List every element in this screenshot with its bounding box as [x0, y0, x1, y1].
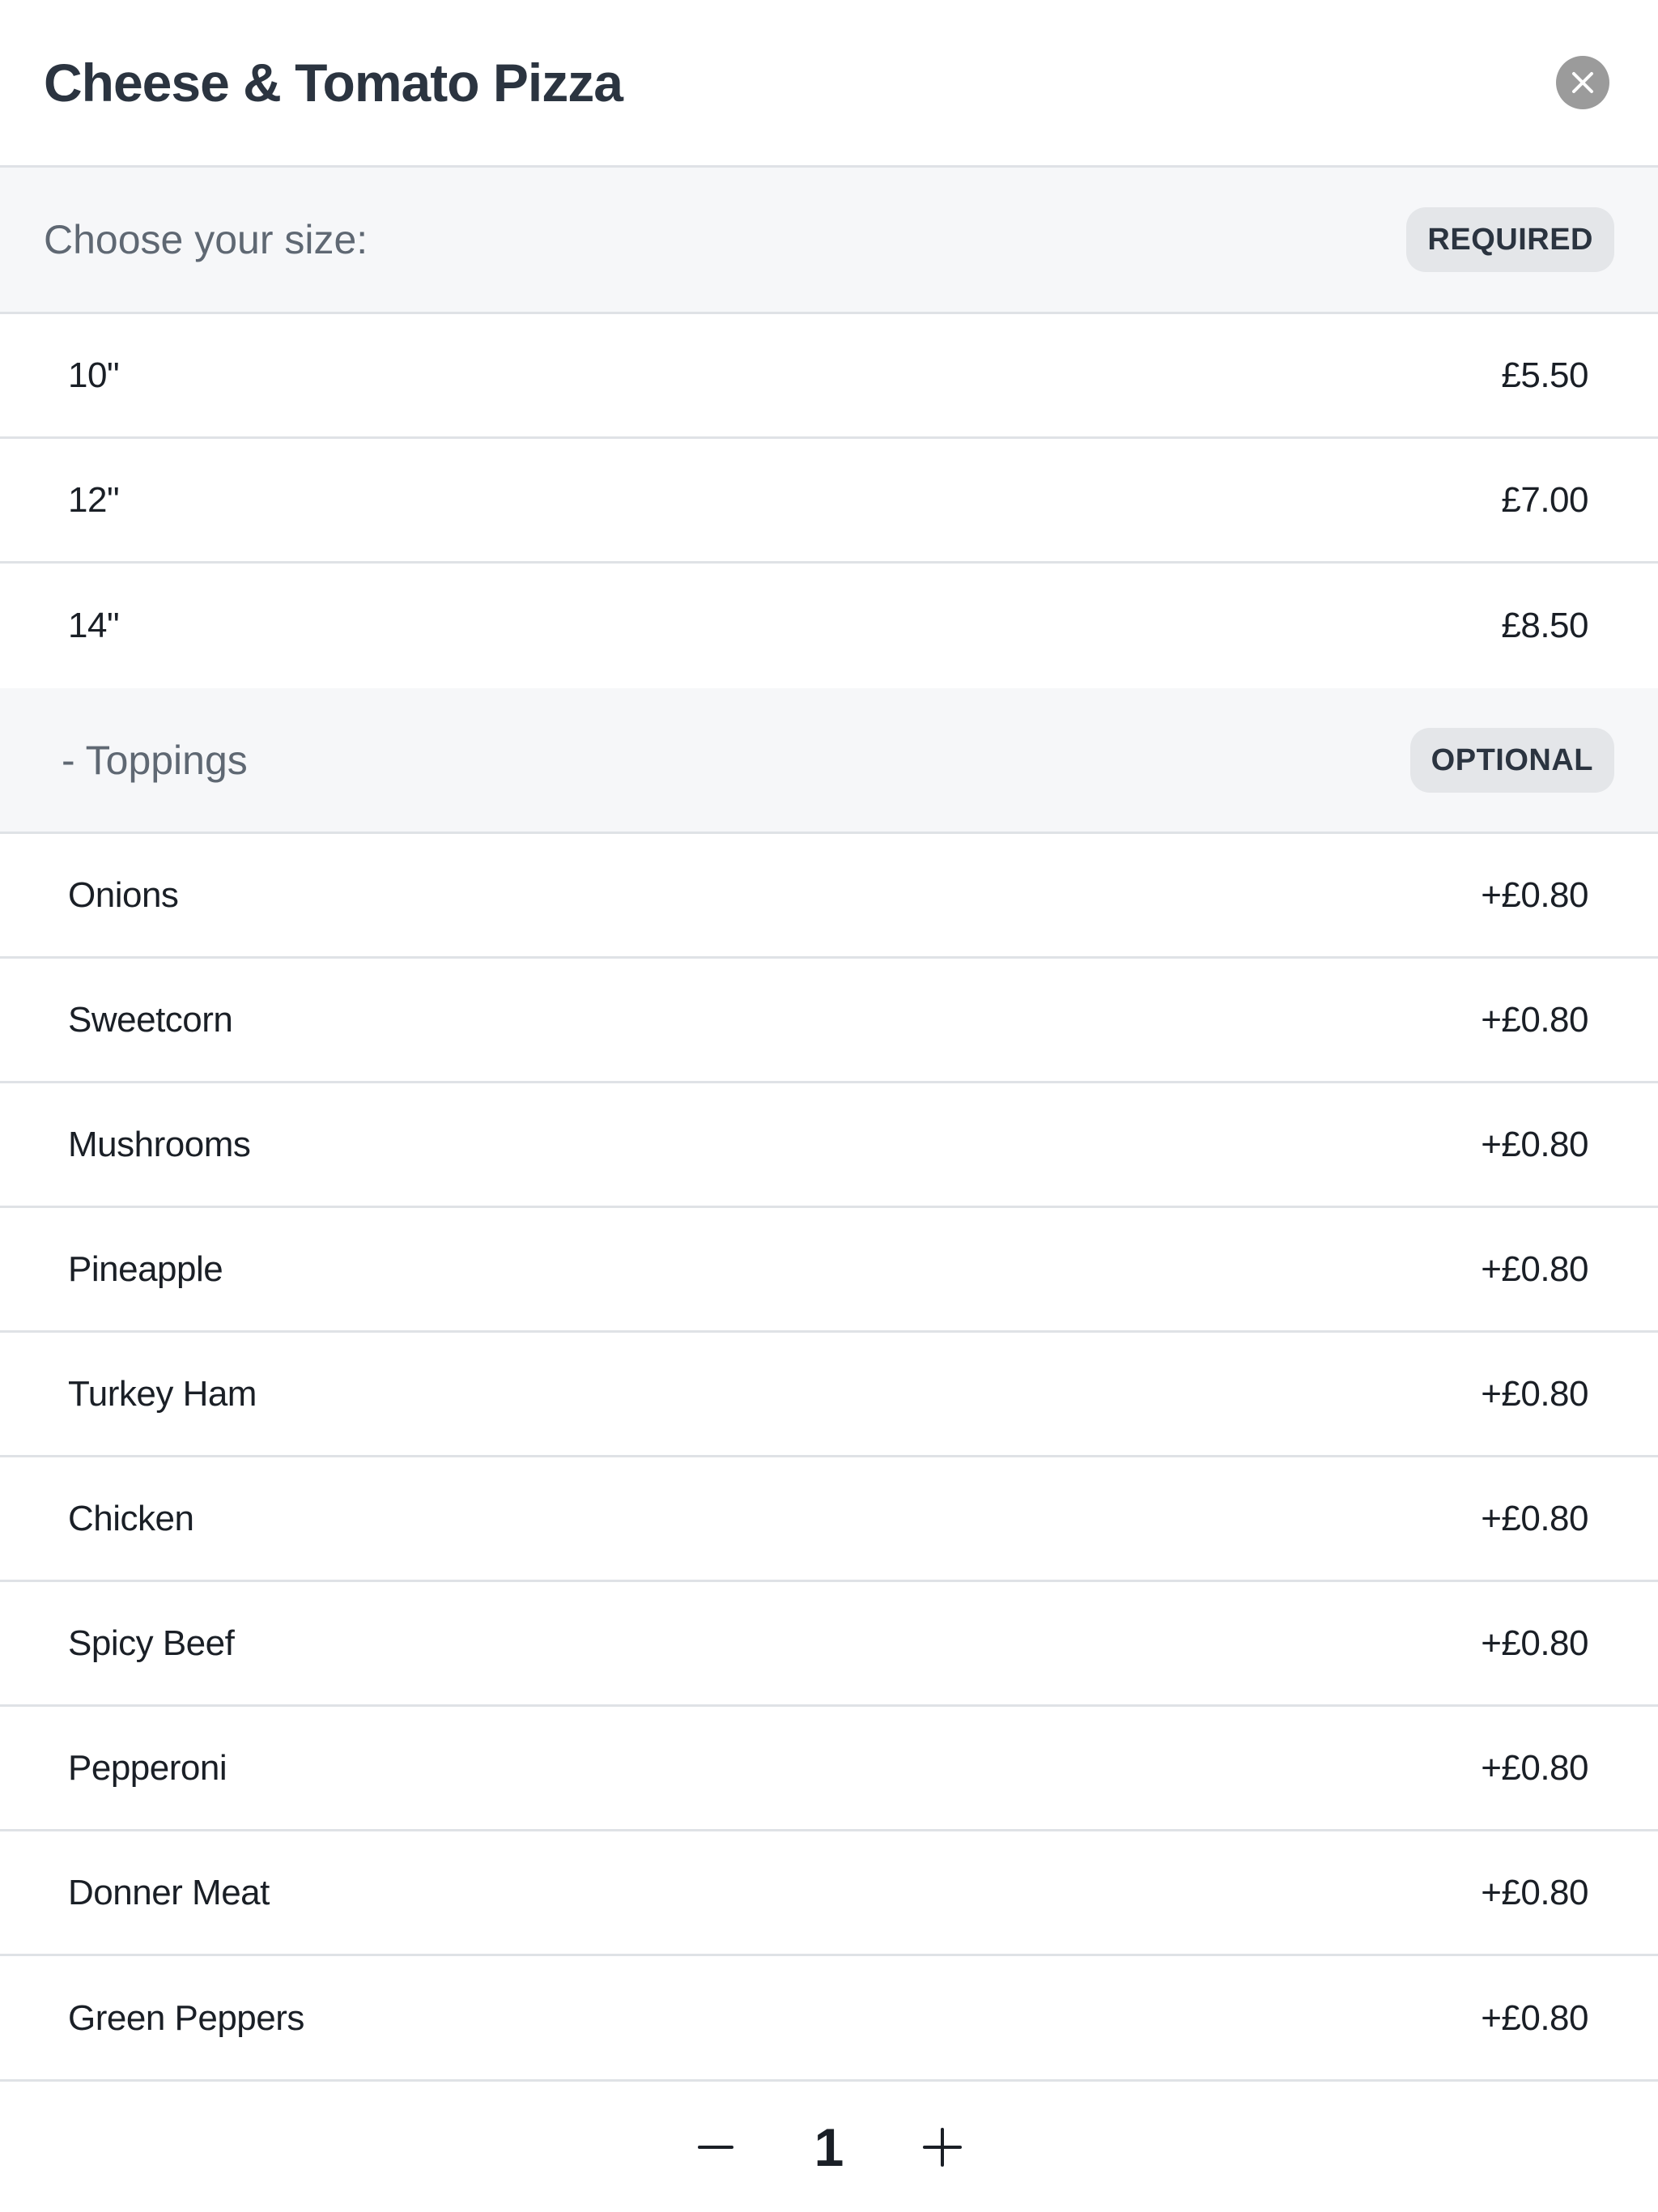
topping-option-pepperoni[interactable]: [0, 1707, 1658, 1831]
option-label: Mushrooms: [68, 1124, 251, 1164]
option-price: +£0.80: [1481, 874, 1588, 915]
option-price: £7.00: [1501, 479, 1588, 520]
quantity-stepper: [675, 2107, 983, 2188]
option-label: 10": [68, 355, 120, 395]
option-price: +£0.80: [1481, 999, 1588, 1040]
decrease-quantity-button[interactable]: [675, 2107, 756, 2188]
option-price: +£0.80: [1481, 1872, 1588, 1912]
option-label: 12": [68, 479, 120, 520]
option-price: +£0.80: [1481, 1623, 1588, 1663]
option-price: +£0.80: [1481, 1373, 1588, 1414]
quantity-value: 1: [814, 2116, 844, 2177]
page-title: Cheese & Tomato Pizza: [44, 53, 623, 113]
option-price: +£0.80: [1481, 1498, 1588, 1538]
minus-icon: [696, 2128, 735, 2167]
topping-option-spicy-beef[interactable]: [0, 1582, 1658, 1707]
option-price: +£0.80: [1481, 1747, 1588, 1788]
increase-quantity-button[interactable]: [902, 2107, 983, 2188]
modal-header: [0, 0, 1658, 168]
plus-icon: [921, 2126, 963, 2168]
option-label: Pepperoni: [68, 1747, 227, 1788]
topping-option-onions[interactable]: [0, 834, 1658, 959]
option-price: +£0.80: [1481, 1249, 1588, 1289]
toppings-section-title: - Toppings: [62, 737, 248, 783]
option-label: Sweetcorn: [68, 999, 233, 1040]
toppings-options-list: [0, 834, 1658, 2081]
option-price: £5.50: [1501, 355, 1588, 395]
size-options-list: [0, 314, 1658, 688]
topping-option-chicken[interactable]: [0, 1457, 1658, 1582]
size-section-header: [0, 168, 1658, 314]
option-label: Donner Meat: [68, 1872, 270, 1912]
topping-option-mushrooms[interactable]: [0, 1083, 1658, 1208]
size-option-10[interactable]: [0, 314, 1658, 439]
option-price: +£0.80: [1481, 1998, 1588, 2038]
option-label: 14": [68, 606, 120, 645]
topping-option-turkey-ham[interactable]: [0, 1333, 1658, 1457]
size-section-title: Choose your size:: [44, 217, 368, 262]
option-label: Spicy Beef: [68, 1623, 235, 1663]
topping-option-pineapple[interactable]: [0, 1208, 1658, 1333]
topping-option-green-peppers[interactable]: [0, 1956, 1658, 2081]
toppings-section-header: [0, 688, 1658, 834]
option-label: Green Peppers: [68, 1998, 304, 2038]
option-label: Turkey Ham: [68, 1373, 257, 1414]
option-label: Pineapple: [68, 1249, 223, 1289]
size-option-14[interactable]: [0, 564, 1658, 688]
close-button[interactable]: [1556, 56, 1609, 109]
size-option-12[interactable]: [0, 439, 1658, 564]
topping-option-sweetcorn[interactable]: [0, 959, 1658, 1083]
close-icon: [1570, 70, 1596, 96]
option-price: £8.50: [1501, 606, 1588, 645]
option-price: +£0.80: [1481, 1124, 1588, 1164]
optional-badge: OPTIONAL: [1410, 728, 1614, 793]
required-badge: REQUIRED: [1406, 207, 1614, 272]
option-label: Chicken: [68, 1498, 194, 1538]
quantity-footer: [0, 2079, 1658, 2212]
topping-option-donner-meat[interactable]: [0, 1831, 1658, 1956]
option-label: Onions: [68, 874, 179, 915]
